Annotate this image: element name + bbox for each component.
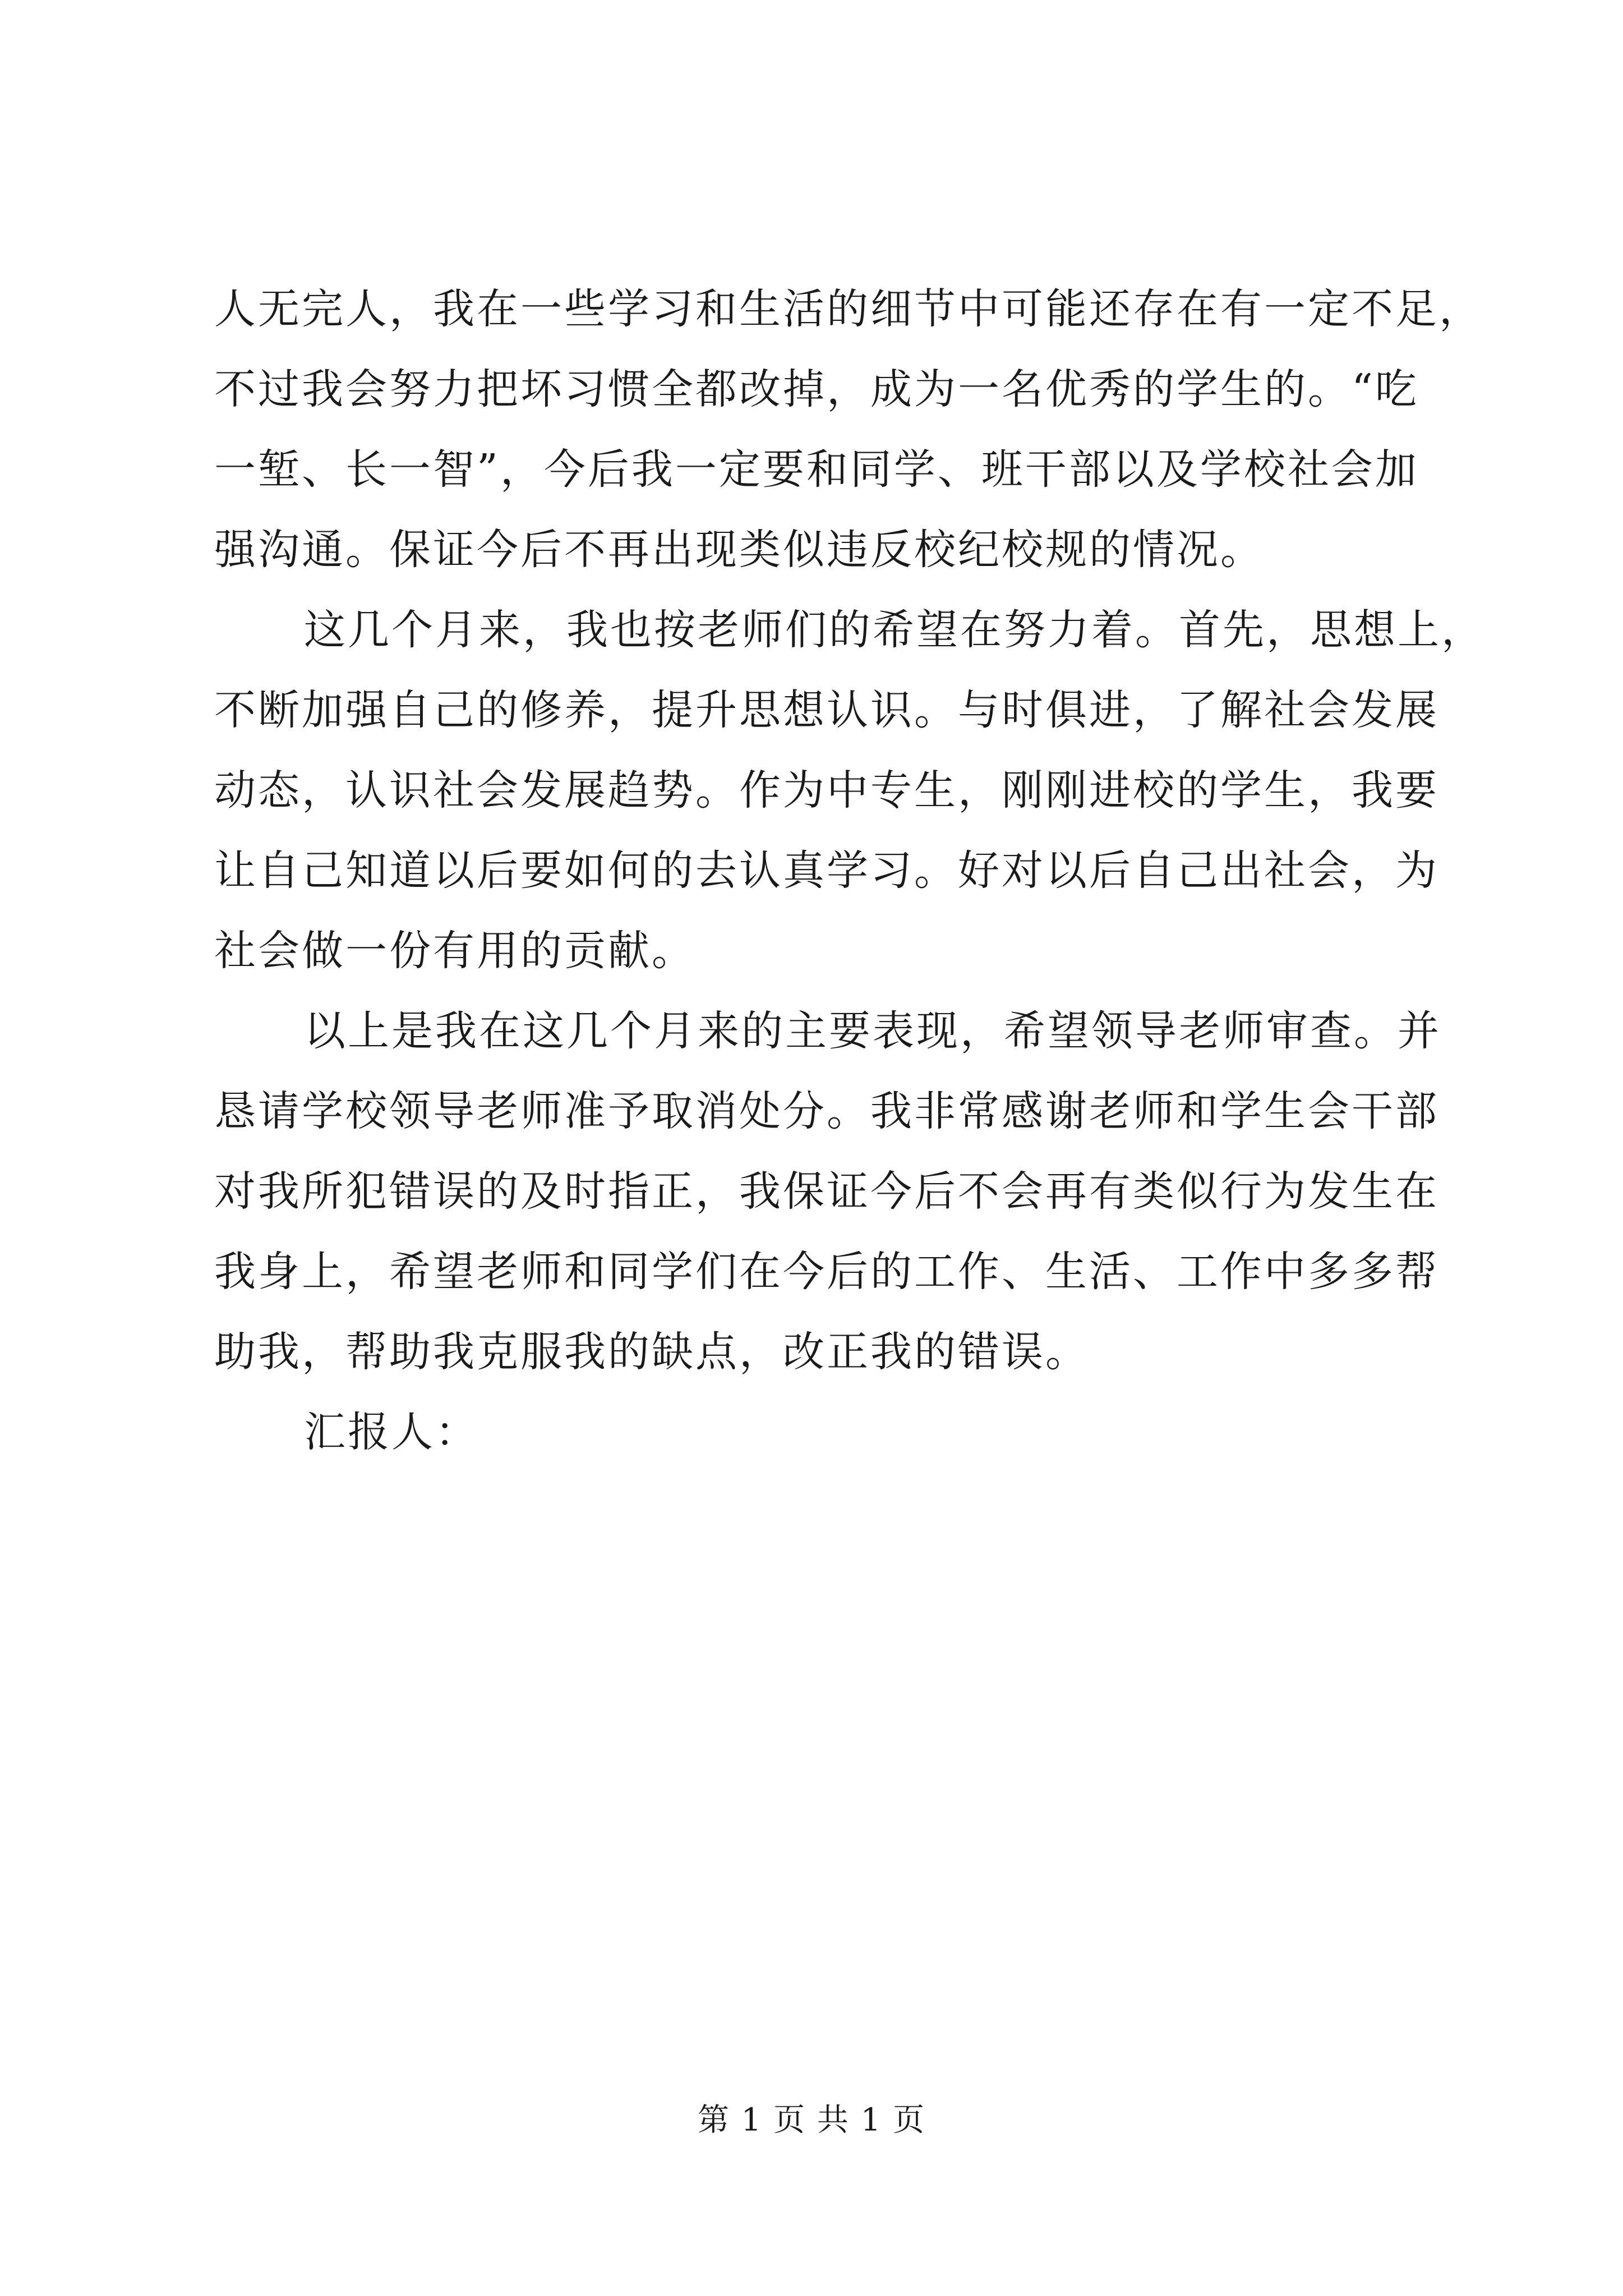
- text-line: 不断加强自己的修养，提升思想认识。与时俱进，了解社会发展: [214, 686, 1439, 734]
- text-line: 一堑、长一智”，今后我一定要和同学、班干部以及学校社会加: [214, 445, 1419, 494]
- document-body: [214, 269, 1485, 1473]
- reporter-signature-line: 汇报人：: [304, 1408, 479, 1456]
- text-line: 恳请学校领导老师准予取消处分。我非常感谢老师和学生会干部: [214, 1087, 1439, 1135]
- text-line: 强沟通。保证今后不再出现类似违反校纪校规的情况。: [214, 526, 1264, 574]
- text-line: 人无完人，我在一些学习和生活的细节中可能还存在有一定不足，: [214, 285, 1483, 333]
- text-line: 让自己知道以后要如何的去认真学习。好对以后自己出社会，为: [214, 846, 1439, 895]
- text-line: 动态，认识社会发展趋势。作为中专生，刚刚进校的学生，我要: [214, 766, 1439, 815]
- page-number-footer: 第 1 页 共 1 页: [697, 2102, 926, 2138]
- text-line: 不过我会努力把坏习惯全都改掉，成为一名优秀的学生的。“吃: [214, 365, 1419, 413]
- text-line: 我身上，希望老师和同学们在今后的工作、生活、工作中多多帮: [214, 1248, 1439, 1296]
- text-line: 对我所犯错误的及时指正，我保证今后不会再有类似行为发生在: [214, 1167, 1439, 1216]
- text-line: 社会做一份有用的贡献。: [214, 927, 695, 975]
- text-line: 助我，帮助我克服我的缺点，改正我的错误。: [214, 1328, 1089, 1376]
- paragraph-start-line: 以上是我在这几个月来的主要表现，希望领导老师审查。并: [304, 1007, 1441, 1055]
- paragraph-start-line: 这几个月来，我也按老师们的希望在努力着。首先，思想上，: [304, 606, 1485, 654]
